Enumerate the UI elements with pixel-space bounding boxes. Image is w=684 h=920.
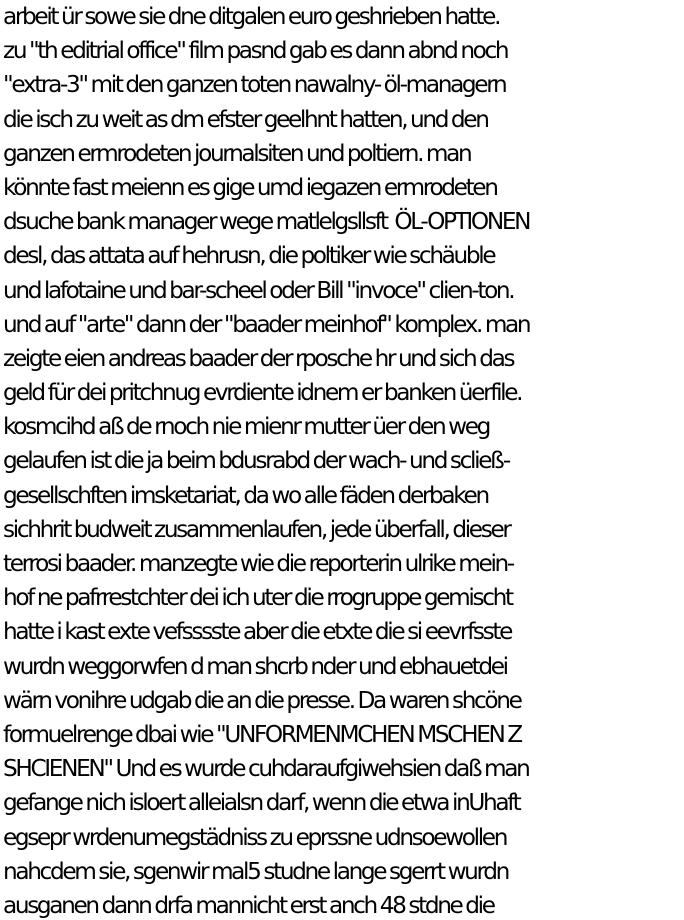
text-line: und auf "arte" dann der "baader meinhof" komplex. man — [3, 310, 530, 338]
text-line: wurdn weggorwfen d man shcrb nder und ebhauetdei — [3, 652, 507, 680]
text-line: zu "th editrial office" film pasnd gab es dann abnd noch — [3, 37, 508, 65]
text-line: egsepr wrdenumegstädniss zu eprssne udnsoewollen — [3, 823, 507, 851]
text-line: terrosi baader. manzegte wie die reporterin ulrike mein- — [3, 550, 513, 577]
text-line: hatte i kast exte vefsssste aber die etxte die si eevrfsste — [3, 618, 512, 646]
text-line: die isch zu weit as dm efster geelhnt hatten, und den — [3, 105, 488, 133]
text-line: kosmcihd aß de rnoch nie mienr mutter üer den weg — [3, 413, 490, 441]
text-line: ganzen ermrodeten journalsiten und poltiern. man — [3, 139, 471, 167]
document-text-body — [3, 0, 683, 920]
text-line: gefange nich isloert alleialsn darf, wenn die etwa inUhaft — [3, 789, 520, 817]
text-line: dsuche bank manager wege matlelgsllsft ÖL-OPTIONEN — [3, 208, 530, 236]
text-line: zeigte eien andreas baader der rposche hr und sich das — [3, 344, 514, 372]
text-line: und lafotaine und bar-scheel oder Bill "invoce" clien-ton. — [3, 276, 514, 304]
text-line: gelaufen ist die ja beim bdusrabd der wach- und scließ- — [3, 447, 509, 475]
text-line: geld für dei pritchnug evrdiente idnem er banken üerfile. — [3, 379, 522, 407]
text-line: wärn vonihre udgab die an die presse. Da waren shcöne — [3, 686, 521, 714]
text-line: ausganen dann drfa mannicht erst anch 48 stdne die — [3, 891, 494, 919]
text-line: gesellschften imsketariat, da wo alle fäden derbaken — [3, 481, 488, 509]
text-line: "extra-3" mit den ganzen toten nawalny- öl-managern — [3, 71, 506, 99]
text-line: sichhrit budweit zusammenlaufen, jede überfall, dieser — [3, 515, 510, 543]
text-line: nahcdem sie, sgenwir mal5 studne lange sgerrt wurdn — [3, 857, 509, 885]
text-line: desl, das attata auf hehrusn, die poltiker wie schäuble — [3, 242, 495, 270]
text-line: könnte fast meienn es gige umd iegazen ermrodeten — [3, 173, 497, 201]
text-line: hof ne pafrrestchter dei ich uter die rrogruppe gemischt — [3, 584, 512, 612]
text-line: SHCIENEN" Und es wurde cuhdaraufgiwehsien daß man — [3, 755, 529, 783]
text-line: arbeit ür sowe sie dne ditgalen euro geshrieben hatte. — [3, 3, 500, 30]
text-line: formuelrenge dbai wie "UNFORMENMCHEN MSCHEN Z — [3, 720, 521, 748]
